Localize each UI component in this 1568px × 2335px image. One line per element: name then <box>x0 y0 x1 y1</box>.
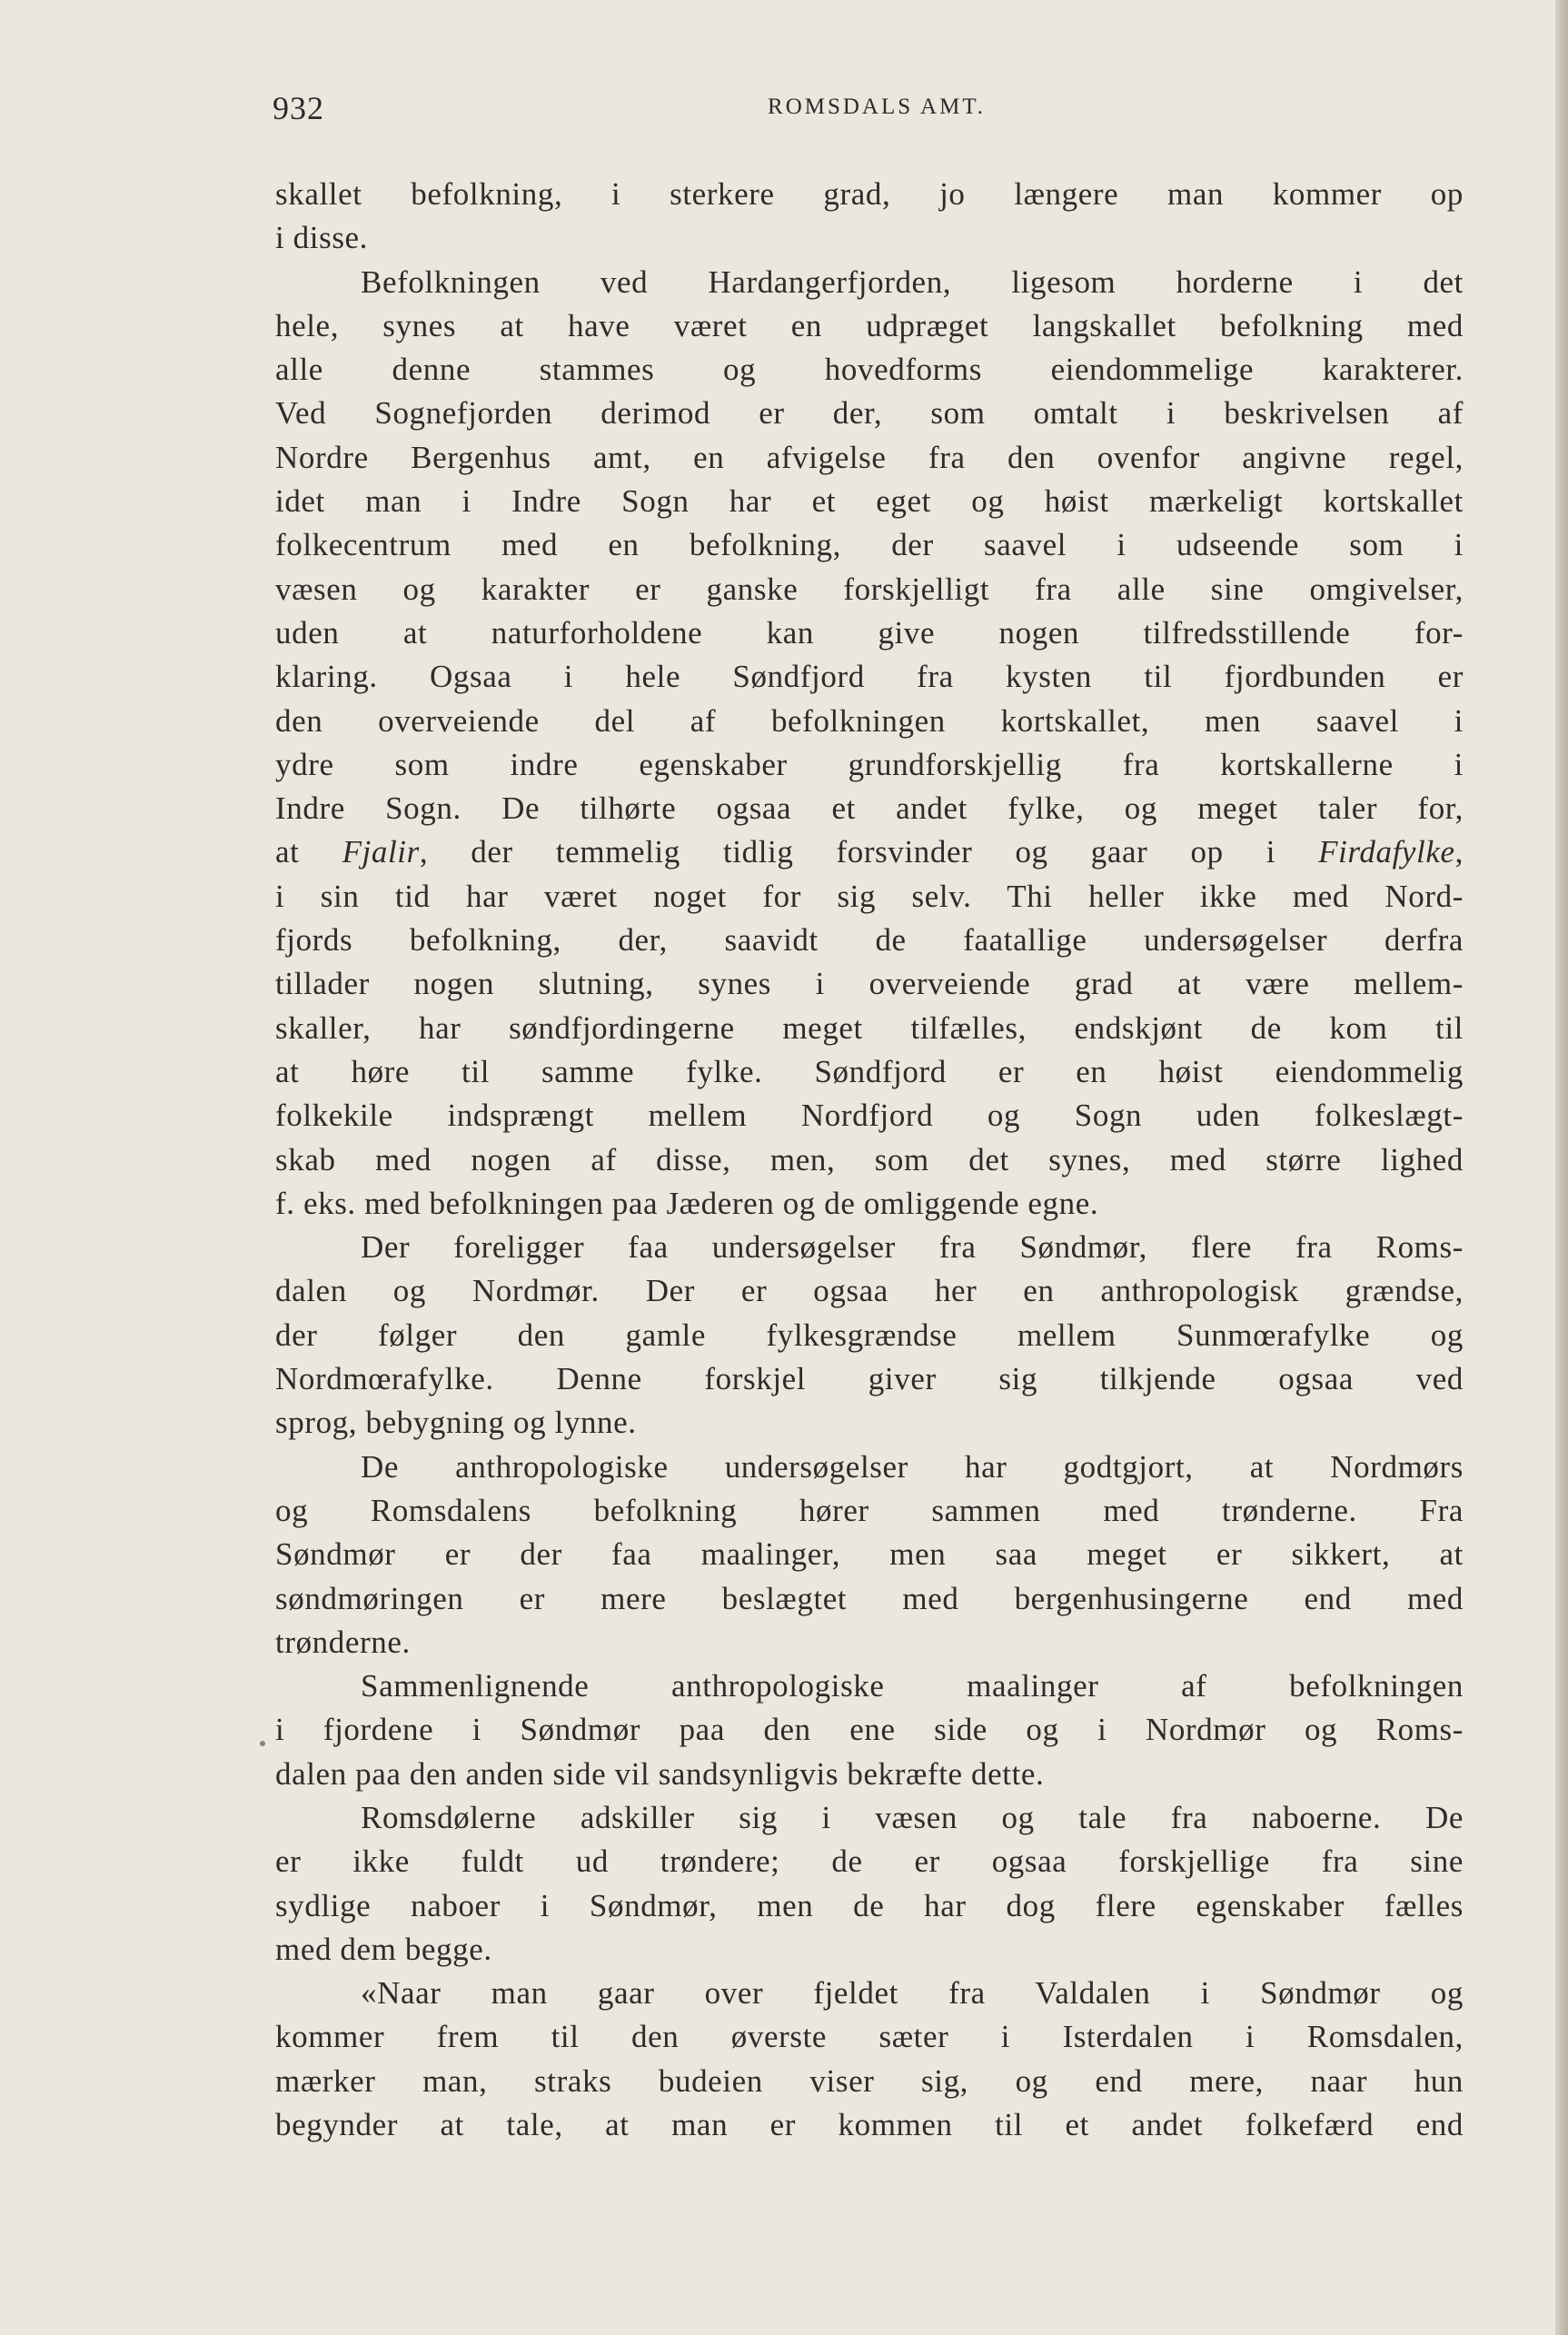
text-line: og Romsdalens befolkning hører sammen med trønderne. Fra <box>275 1492 1464 1528</box>
text-line: Indre Sogn. De tilhørte ogsaa et andet fylke, og meget taler for, <box>275 790 1464 827</box>
text-line: mærker man, straks budeien viser sig, og end mere, naar hun <box>275 2062 1464 2099</box>
text-line: klaring. Ogsaa i hele Søndfjord fra kysten til fjordbunden er <box>275 659 1464 695</box>
text-line: tillader nogen slutning, synes i overveiende grad at være mellem- <box>275 966 1464 1002</box>
text-line: Romsdølerne adskiller sig i væsen og tale fra naboerne. De <box>361 1799 1464 1835</box>
text-line: Sammenlignende anthropologiske maalinger af befolkningen <box>361 1668 1464 1704</box>
text-line: «Naar man gaar over fjeldet fra Valdalen i Søndmør og <box>361 1975 1464 2012</box>
text-line: i sin tid har været noget for sig selv. Thi heller ikke med Nord- <box>275 878 1464 914</box>
running-head: ROMSDALS AMT. <box>768 94 986 119</box>
text-line: skallet befolkning, i sterkere grad, jo længere man kommer op <box>275 176 1464 212</box>
text-line: sprog, bebygning og lynne. <box>275 1405 637 1441</box>
text-line: f. eks. med befolkningen paa Jæderen og de omliggende egne. <box>275 1185 1099 1221</box>
text-line: begynder at tale, at man er kommen til et andet folkefærd end <box>275 2107 1464 2143</box>
text-line: folkecentrum med en befolkning, der saavel i udseende som i <box>275 527 1464 563</box>
text-line: Der foreligger faa undersøgelser fra Søndmør, flere fra Roms- <box>361 1229 1464 1266</box>
text-line: ydre som indre egenskaber grundforskjellig fra kortskallerne i <box>275 746 1464 782</box>
text-line: dalen og Nordmør. Der er ogsaa her en anthropologisk grændse, <box>275 1273 1464 1309</box>
text-line: Befolkningen ved Hardangerfjorden, ligesom horderne i det <box>361 263 1464 300</box>
text-line: den overveiende del af befolkningen kortskallet, men saavel i <box>275 702 1464 739</box>
text-line: at høre til samme fylke. Søndfjord er en høist eiendommelig <box>275 1053 1464 1089</box>
text-line: Ved Sognefjorden derimod er der, som omtalt i beskrivelsen af <box>275 395 1464 432</box>
text-line: folkekile indsprængt mellem Nordfjord og Sogn uden folkeslægt- <box>275 1098 1464 1134</box>
page-edge <box>1555 0 1568 2335</box>
text-line: at Fjalir, der temmelig tidlig forsvinder og gaar op i Firdafylke, <box>275 834 1464 870</box>
text-line: fjords befolkning, der, saavidt de faatallige undersøgelser derfra <box>275 922 1464 959</box>
text-line: trønderne. <box>275 1624 411 1660</box>
text-line: er ikke fuldt ud trøndere; de er ogsaa forskjellige fra sine <box>275 1843 1464 1880</box>
text-line: kommer frem til den øverste sæter i Isterdalen i Romsdalen, <box>275 2019 1464 2055</box>
page-header <box>273 89 1463 134</box>
text-line: uden at naturforholdene kan give nogen tilfredsstillende for- <box>275 614 1464 651</box>
italic-place-name: Firdafylke <box>1318 834 1455 870</box>
text-line: skaller, har søndfjordingerne meget tilfælles, endskjønt de kom til <box>275 1009 1464 1046</box>
text-line: dalen paa den anden side vil sandsynligvis bekræfte dette. <box>275 1755 1045 1792</box>
text-line: De anthropologiske undersøgelser har godtgjort, at Nordmørs <box>361 1448 1464 1485</box>
text-line: med dem begge. <box>275 1931 492 1967</box>
italic-place-name: Fjalir <box>342 834 420 870</box>
text-line: der følger den gamle fylkesgrændse mellem Sunmœrafylke og <box>275 1317 1464 1353</box>
margin-mark <box>260 1741 265 1746</box>
text-line: Nordre Bergenhus amt, en afvigelse fra den ovenfor angivne regel, <box>275 439 1464 475</box>
text-line: i disse. <box>275 220 369 256</box>
text-line: søndmøringen er mere beslægtet med bergenhusingerne end med <box>275 1580 1464 1616</box>
text-line: alle denne stammes og hovedforms eiendommelige karakterer. <box>275 352 1464 388</box>
text-line: Søndmør er der faa maalinger, men saa meget er sikkert, at <box>275 1536 1464 1573</box>
text-line: væsen og karakter er ganske forskjelligt fra alle sine omgivelser, <box>275 571 1464 607</box>
text-line: skab med nogen af disse, men, som det synes, med større lighed <box>275 1141 1464 1177</box>
text-line: sydlige naboer i Søndmør, men de har dog flere egenskaber fælles <box>275 1887 1464 1923</box>
text-line: idet man i Indre Sogn har et eget og høist mærkeligt kortskallet <box>275 483 1464 520</box>
page-number: 932 <box>273 90 324 126</box>
text-line: hele, synes at have været en udpræget langskallet befolkning med <box>275 307 1464 343</box>
text-line: i fjordene i Søndmør paa den ene side og i Nordmør og Roms- <box>275 1712 1464 1748</box>
text-line: Nordmœrafylke. Denne forskjel giver sig tilkjende ogsaa ved <box>275 1361 1464 1397</box>
body-text <box>275 173 1464 2147</box>
